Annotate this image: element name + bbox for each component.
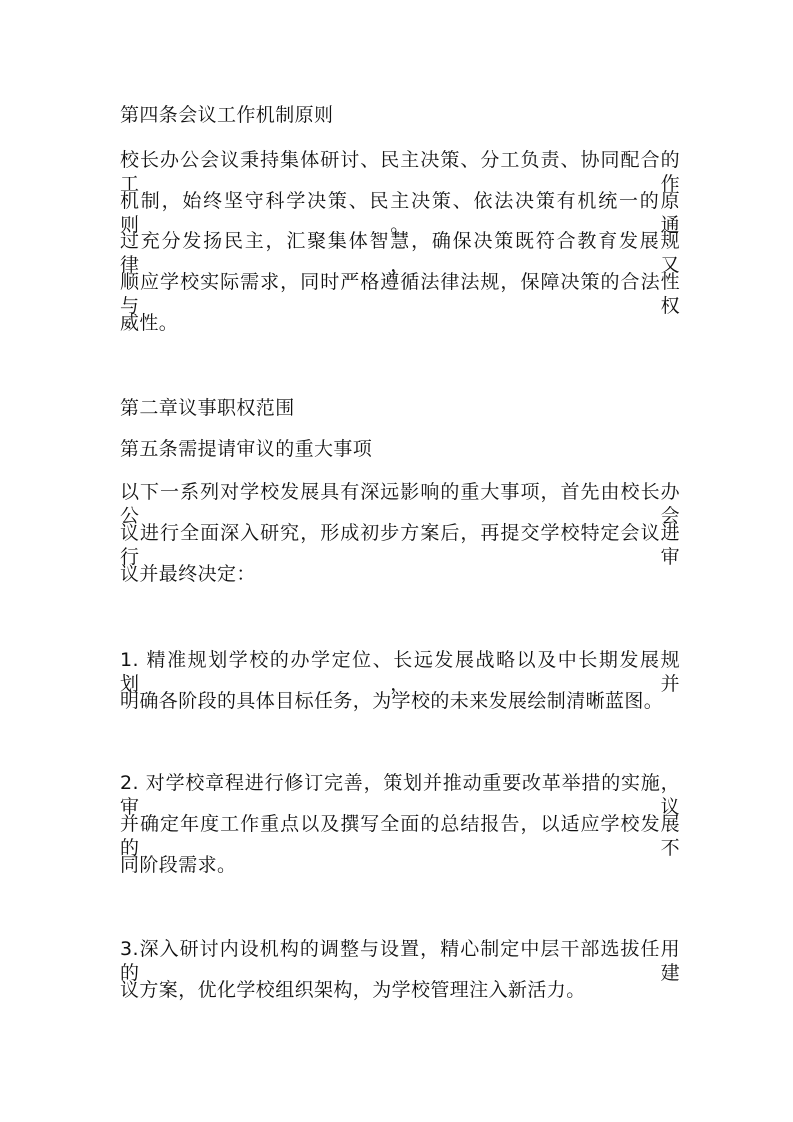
list-item-2-line-2: 并确定年度工作重点以及撰写全面的总结报告，以适应学校发展的不: [120, 813, 680, 859]
list-item-1-line-1: 1. 精准规划学校的办学定位、长远发展战略以及中长期发展规划，并: [120, 649, 680, 695]
article-4-line-1: 校长办公会议秉持集体研讨、民主决策、分工负责、协同配合的工作: [120, 149, 680, 195]
list-item-2-line-3: 同阶段需求。: [120, 854, 237, 876]
list-item-2-line-1: 2. 对学校章程进行修订完善，策划并推动重要改革举措的实施，审议: [120, 772, 680, 818]
article-4-heading: 第四条会议工作机制原则: [120, 104, 334, 126]
list-item-3-line-2: 议方案，优化学校组织架构，为学校管理注入新活力。: [120, 979, 586, 1001]
article-5-line-3: 议并最终决定：: [120, 563, 256, 585]
list-item-1-line-2: 明确各阶段的具体目标任务，为学校的未来发展绘制清晰蓝图。: [120, 690, 664, 712]
list-item-3-line-1: 3.深入研讨内设机构的调整与设置，精心制定中层干部选拔任用的建: [120, 938, 680, 984]
article-4-line-4: 顺应学校实际需求，同时严格遵循法律法规，保障决策的合法性与权: [120, 271, 680, 317]
article-4-line-3: 过充分发扬民主，汇聚集体智慧，确保决策既符合教育发展规律，又: [120, 230, 680, 276]
article-5-heading: 第五条需提请审议的重大事项: [120, 438, 373, 460]
article-5-line-2: 议进行全面深入研究，形成初步方案后，再提交学校特定会议进行审: [120, 522, 680, 568]
article-4-line-2: 机制，始终坚守科学决策、民主决策、依法决策有机统一的原则。通: [120, 190, 680, 236]
article-5-line-1: 以下一系列对学校发展具有深远影响的重大事项，首先由校长办公会: [120, 481, 680, 527]
article-4-line-5: 威性。: [120, 312, 179, 334]
chapter-2-heading: 第二章议事职权范围: [120, 397, 295, 419]
